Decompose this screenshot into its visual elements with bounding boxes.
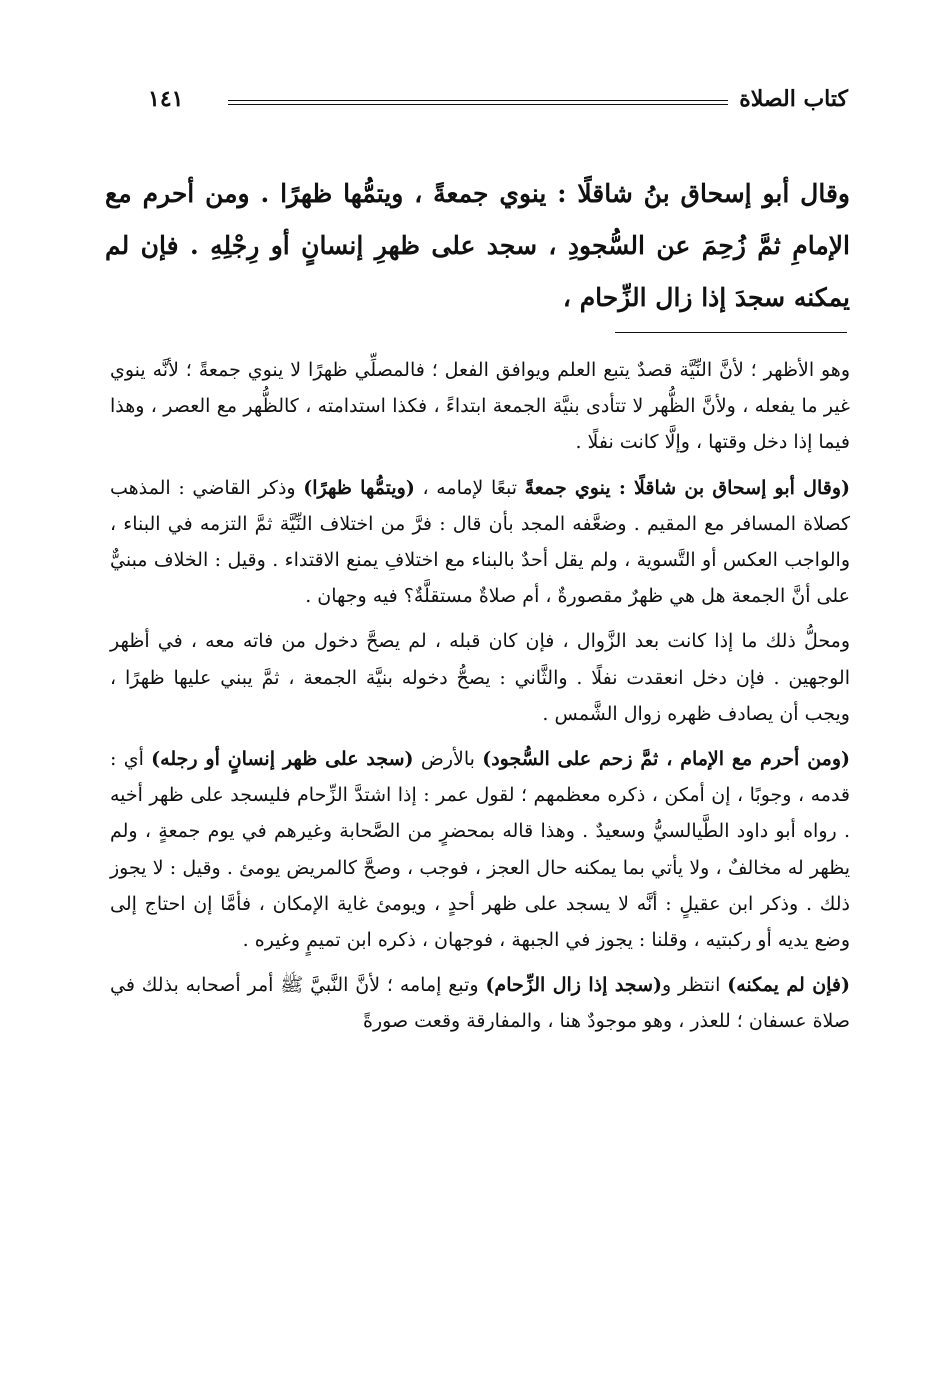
paragraph-text: أي : قدمه ، وجوبًا ، إن أمكن ، ذكره معظمهم ؛ لقول عمر : إذا اشتدَّ الزِّحام فليسجد على ظهر أخيه . رواه أبو داود الطَّيالسيُّ وسعيدٌ . وهذا قاله بمحضرٍ من الصَّحابة وغيرهم في يوم جمعةٍ ، ولم يظهر له مخالفٌ ، ولا يأتي بما يمكنه حال العجز ، فوجب ، وصحَّ كالمريض يومئ . وقيل : لا يجوز ذلك . وذكر ابن عقيلٍ : أنَّه لا يسجد على ظهر أحدٍ ، ويومئ غاية الإمكان ، فأمَّا إن احتاج إلى وضع يديه أو ركبتيه ، وقلنا : يجوز في الجبهة ، فوجهان ، ذكره ابن تميمٍ وغيره . — [110, 748, 850, 952]
running-header — [148, 86, 848, 120]
commentary-paragraph-4 — [110, 741, 850, 958]
separator-rule — [615, 332, 847, 333]
quoted-text: (ومن أحرم مع الإمام ، ثمَّ زحم على السُّجود) — [482, 748, 851, 771]
paragraph-text: انتظر و — [661, 974, 728, 997]
commentary-paragraph-3: ومحلُّ ذلك ما إذا كانت بعد الزَّوال ، فإن كان قبله ، لم يصحَّ دخول من فاته معه ، في أظهر الوجهين . فإن دخل انعقدت نفلًا . والثَّاني : يصحُّ دخوله بنيَّة الجمعة ، ثمَّ يبني عليها ظهرًا ، ويجب أن يصادف ظهره زوال الشَّمس . — [110, 630, 850, 725]
quoted-text: (سجد على ظهر إنسانٍ أو رجله) — [151, 748, 414, 771]
paragraph-text: وذكر القاضي : المذهب كصلاة المسافر مع المقيم . وضعَّفه المجد بأن قال : فرَّ من اختلاف النِّيَّة ثمَّ التزمه في البناء ، والواجب العكس أو التَّسوية ، ولم يقل أحدٌ بالبناء مع اختلافِ يمنع الاقتداء . وقيل : الخلاف مبنيٌّ على أنَّ الجمعة هل هي ظهرٌ مقصورةٌ ، أم صلاةٌ مستقلَّةٌ؟ فيه وجهان . — [110, 476, 850, 608]
commentary-paragraph-2 — [110, 470, 850, 615]
quoted-text: (ويتمُّها ظهرًا) — [303, 476, 415, 499]
chapter-title: كتاب الصلاة — [739, 86, 848, 112]
quoted-text: (فإن لم يمكنه) — [727, 974, 851, 997]
page-number: ١٤١ — [148, 86, 184, 112]
quoted-text: (وقال أبو إسحاق بن شاقلًا : ينوي جمعةً — [524, 476, 850, 499]
paragraph-text: وتبع إمامه ؛ لأنَّ النَّبيَّ ﷺ أمر أصحابه بذلك في صلاة عسفان ؛ للعذر ، وهو موجودٌ هنا ، والمفارقة وقعت صورةً — [110, 974, 850, 1033]
commentary-paragraph-1: وهو الأظهر ؛ لأنَّ النِّيَّة قصدٌ يتبع العلم ويوافق الفعل ؛ فالمصلِّي ظهرًا لا ينوي جمعةً ؛ لأنَّه ينوي غير ما يفعله ، ولأنَّ الظُّهر لا تتأدى بنيَّة الجمعة ابتداءً ، فكذا استدامته ، كالظُّهر مع العصر ، وهذا فيما إذا دخل وقتها ، وإلَّا كانت نفلًا . — [110, 359, 850, 454]
quoted-text: (سجد إذا زال الزِّحام) — [485, 974, 662, 997]
paragraph-text: تبعًا لإمامه ، — [414, 476, 525, 499]
paragraph-text: بالأرض — [413, 748, 483, 771]
commentary — [110, 352, 850, 1049]
commentary-paragraph-5 — [110, 967, 850, 1039]
header-rule — [228, 100, 728, 105]
main-text: وقال أبو إسحاق بنُ شاقلًا : ينوي جمعةً ، ويتمُّها ظهرًا . ومن أحرم مع الإمامِ ثمَّ زُحِمَ عن السُّجودِ ، سجد على ظهرِ إنسانٍ أو رِجْلِهِ . فإن لم يمكنه سجدَ إذا زال الزِّحام ، — [105, 179, 850, 312]
